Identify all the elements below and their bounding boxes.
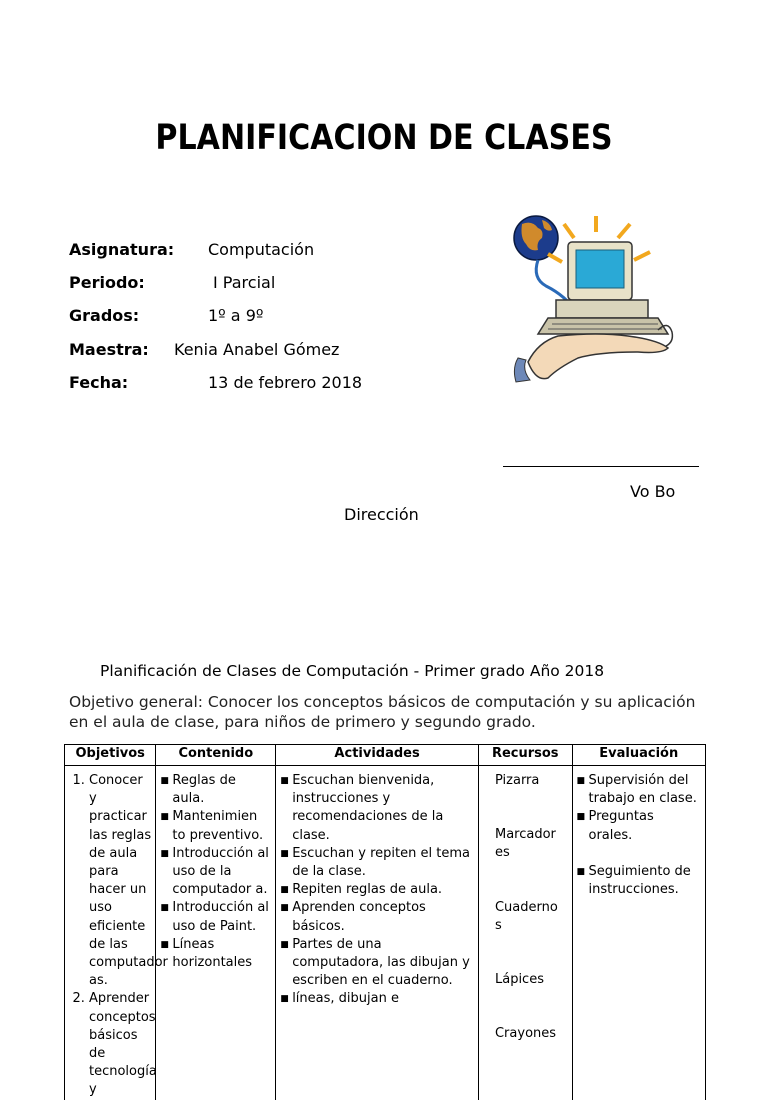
cell-evaluacion: [572, 766, 706, 1100]
list-item: Marcador es: [494, 827, 556, 861]
list-item: 1. Conocer y practicar las reglas de aula para hacer un uso eficiente de las computador as.: [89, 772, 151, 990]
plan-table: [64, 744, 706, 1100]
header-recursos: Recursos: [478, 745, 572, 766]
periodo-value: I Parcial: [213, 273, 276, 292]
asignatura-label: Asignatura:: [69, 240, 175, 259]
objective-line-2: en el aula de clase, para niños de primero y segundo grado.: [69, 713, 536, 731]
list-item: ■ Escuchan bienvenida, instrucciones y recomendaciones de la clase.: [280, 772, 474, 845]
table-row: [65, 766, 706, 1100]
list-item: Lápices: [494, 972, 544, 988]
cell-actividades: [276, 766, 479, 1100]
list-item: 2. Aprender conceptos básicos de tecnología y: [89, 990, 151, 1099]
header-contenido: Contenido: [156, 745, 276, 766]
plan-subtitle: Planificación de Clases de Computación - Primer grado Año 2018: [100, 662, 605, 680]
objective-line-1: Objetivo general: Conocer los conceptos básicos de computación y su aplicación: [69, 693, 696, 711]
list-item: ■ Aprenden conceptos básicos.: [280, 899, 474, 935]
cell-contenido: [156, 766, 276, 1100]
list-item: ■ Supervisión del trabajo en clase.: [577, 772, 702, 808]
maestra-label: Maestra:: [69, 340, 149, 359]
list-item: ■ Líneas horizontales: [160, 936, 271, 972]
list-item: ■ Introducción al uso de la computador a.: [160, 845, 271, 900]
objective-general: [69, 692, 709, 732]
list-item: ■ Repiten reglas de aula.: [280, 881, 474, 899]
list-item: ■ Escuchan y repiten el tema de la clase.: [280, 845, 474, 881]
vobo-label: Vo Bo: [630, 482, 676, 501]
list-item: ■ Partes de una computadora, las dibujan y escriben en el cuaderno.: [280, 936, 474, 991]
computer-clipart-icon: [508, 212, 678, 384]
list-item: ■ Seguimiento de instrucciones.: [577, 863, 702, 899]
list-item: ■ Preguntas orales.: [577, 808, 702, 844]
grados-label: Grados:: [69, 306, 140, 325]
list-item: ■ Reglas de aula.: [160, 772, 271, 808]
header-evaluacion: Evaluación: [572, 745, 706, 766]
cell-objetivos: [65, 766, 168, 1100]
direccion-label: Dirección: [344, 505, 419, 524]
list-item: ■ líneas, dibujan e: [280, 990, 474, 1008]
list-item: Crayones: [494, 1026, 557, 1042]
asignatura-value: Computación: [208, 240, 315, 259]
maestra-value: Kenia Anabel Gómez: [174, 340, 340, 359]
signature-line: [503, 466, 699, 467]
table-header-row: [65, 745, 706, 766]
page-title: PLANIFICACION DE CLASES: [155, 118, 613, 158]
list-item: ■ Mantenimien to preventivo.: [160, 808, 271, 844]
header-objetivos: Objetivos: [65, 745, 156, 766]
list-item: Pizarra: [494, 773, 540, 788]
list-item: Cuaderno s: [494, 899, 558, 933]
header-actividades: Actividades: [276, 745, 479, 766]
fecha-label: Fecha:: [69, 373, 129, 392]
list-item: ■ Introducción al uso de Paint.: [160, 899, 271, 935]
grados-value: 1º a 9º: [208, 306, 264, 325]
cell-recursos: [478, 766, 572, 1100]
fecha-value: 13 de febrero 2018: [208, 373, 363, 392]
periodo-label: Periodo:: [69, 273, 145, 292]
